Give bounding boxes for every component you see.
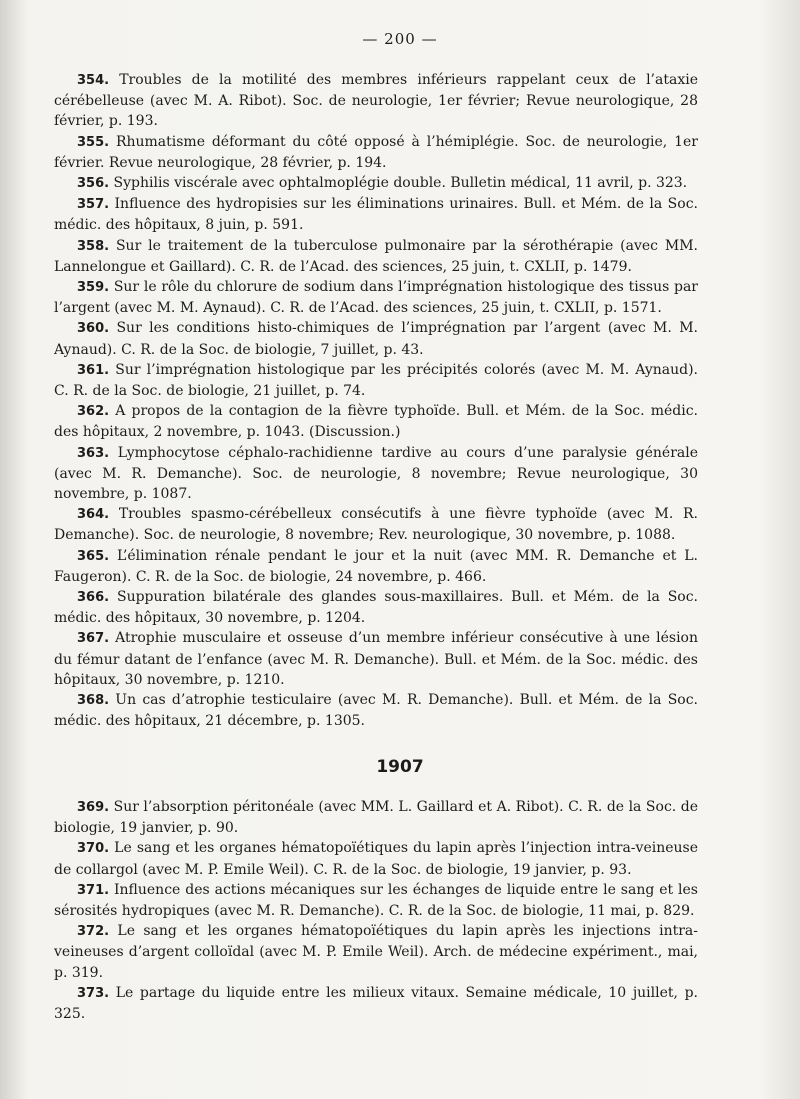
- bibliography-entry: [54, 921, 698, 983]
- entry-number: 370.: [77, 841, 110, 857]
- entry-text: Le sang et les organes hématopoïétiques du lapin après l’injection intra-veineuse de collargol (avec M. P. Emile Weil). C. R. de la Soc. de biologie, 19 janvier, p. 93.: [54, 840, 698, 878]
- entry-number: 366.: [77, 590, 110, 606]
- entry-number: 360.: [77, 321, 110, 337]
- entry-text: Sur l’imprégnation histologique par les précipités colorés (avec M. M. Aynaud). C. R. de la Soc. de biologie, 21 juillet, p. 74.: [54, 361, 699, 400]
- entry-text: Influence des hydropisies sur les éliminations urinaires. Bull. et Mém. de la Soc. médic. des hôpitaux, 8 juin, p. 591.: [54, 196, 698, 234]
- entry-text: Lymphocytose céphalo-rachidienne tardive au cours d’une paralysie générale (avec M. R. Demanche). Soc. de neurologie, 8 novembre; Revue neurologique, 30 novembre, p. 1087.: [54, 444, 698, 503]
- entry-text: Atrophie musculaire et osseuse d’un membre inférieur consécutive à une lésion du fémur datant de l’enfance (avec M. R. Demanche). Bull. et Mém. de la Soc. médic. des hôpitaux, 30 novembre, p. 1210.: [54, 630, 698, 688]
- entry-text: Rhumatisme déformant du côté opposé à l’hémiplégie. Soc. de neurologie, 1er février. Revue neurologique, 28 février, p. 194.: [54, 133, 698, 171]
- entry-text: Sur les conditions histo-chimiques de l’imprégnation par l’argent (avec M. M. Aynaud). C. R. de la Soc. de biologie, 7 juillet, p. 43.: [54, 320, 698, 358]
- entry-text: Sur l’absorption péritonéale (avec MM. L. Gaillard et A. Ribot). C. R. de la Soc. de biologie, 19 janvier, p. 90.: [54, 799, 698, 837]
- bibliography-entry: [54, 443, 698, 505]
- entry-text: Suppuration bilatérale des glandes sous-maxillaires. Bull. et Mém. de la Soc. médic. des hôpitaux, 30 novembre, p. 1204.: [54, 589, 699, 627]
- bibliography-entry: [54, 587, 698, 628]
- bibliography-list-1906: [54, 70, 698, 732]
- entry-number: 364.: [77, 507, 110, 523]
- entry-number: 373.: [77, 985, 110, 1001]
- bibliography-entry: [54, 401, 698, 442]
- year-heading: 1907: [376, 757, 424, 777]
- bibliography-entry: [54, 70, 698, 132]
- bibliography-entry: [54, 880, 698, 921]
- entry-number: 355.: [77, 134, 110, 150]
- entry-text: Syphilis viscérale avec ophtalmoplégie double. Bulletin médical, 11 avril, p. 323.: [113, 175, 688, 192]
- entry-text: Le partage du liquide entre les milieux vitaux. Semaine médicale, 10 juillet, p. 325.: [54, 984, 698, 1023]
- entry-text: Sur le traitement de la tuberculose pulmonaire par la sérothérapie (avec MM. Lannelongue et Gaillard). C. R. de l’Acad. des sciences, 25 juin, t. CXLII, p. 1479.: [54, 237, 698, 275]
- entry-text: Le sang et les organes hématopoïétiques du lapin après les injections intra-veineuses d’argent colloïdal (avec M. P. Emile Weil). Arch. de médecine expériment., mai, p. 319.: [54, 923, 698, 981]
- entry-text: Troubles de la motilité des membres inférieurs rappelant ceux de l’ataxie cérébelleuse (avec M. A. Ribot). Soc. de neurologie, 1er février; Revue neurologique, 28 février, p. 193.: [54, 72, 698, 130]
- entry-number: 371.: [77, 882, 110, 898]
- bibliography-entry: [54, 838, 698, 879]
- bibliography-entry: [54, 546, 698, 587]
- bibliography-entry: [54, 983, 698, 1024]
- entry-number: 356.: [77, 176, 110, 192]
- entry-text: L’élimination rénale pendant le jour et la nuit (avec MM. R. Demanche et L. Faugeron). C. R. de la Soc. de biologie, 24 novembre, p. 466.: [54, 547, 699, 585]
- entry-number: 367.: [77, 631, 110, 647]
- bibliography-entry: [54, 690, 698, 731]
- bibliography-entry: [54, 277, 698, 318]
- entry-number: 363.: [77, 445, 110, 461]
- entry-text: Troubles spasmo-cérébelleux consécutifs à une fièvre typhoïde (avec M. R. Demanche). Soc. de neurologie, 8 novembre; Rev. neurologique, 30 novembre, p. 1088.: [54, 506, 698, 544]
- bibliography-entry: [54, 194, 698, 235]
- entry-text: Influence des actions mécaniques sur les échanges de liquide entre le sang et les sérosités hydropiques (avec M. R. Demanche). C. R. de la Soc. de biologie, 11 mai, p. 829.: [54, 881, 698, 920]
- bibliography-entry: [54, 360, 698, 401]
- entry-number: 369.: [77, 800, 110, 815]
- entry-number: 372.: [77, 924, 110, 940]
- entry-number: 368.: [77, 693, 110, 709]
- page-number: — 200 —: [362, 30, 438, 48]
- bibliography-entry: [54, 797, 698, 838]
- entry-text: Sur le rôle du chlorure de sodium dans l’imprégnation histologique des tissus par l’argent (avec M. M. Aynaud). C. R. de l’Acad. des sciences, 25 juin, t. CXLII, p. 1571.: [54, 279, 698, 317]
- entry-number: 357.: [77, 197, 110, 213]
- bibliography-list-1907: [54, 797, 698, 1024]
- bibliography-entry: [54, 318, 698, 359]
- entry-number: 365.: [77, 548, 110, 564]
- entry-number: 361.: [77, 362, 110, 378]
- bibliography-entry: [54, 173, 698, 194]
- entry-number: 358.: [77, 238, 110, 254]
- entry-text: Un cas d’atrophie testiculaire (avec M. R. Demanche). Bull. et Mém. de la Soc. médic. des hôpitaux, 21 décembre, p. 1305.: [54, 692, 699, 730]
- bibliography-entry: [54, 504, 698, 545]
- bibliography-entry: [54, 132, 698, 173]
- bibliography-entry: [54, 628, 698, 690]
- entry-number: 354.: [77, 73, 110, 88]
- entry-number: 362.: [77, 404, 110, 420]
- entry-text: A propos de la contagion de la fièvre typhoïde. Bull. et Mém. de la Soc. médic. des hôpitaux, 2 novembre, p. 1043. (Discussion.): [54, 403, 699, 441]
- bibliography-entry: [54, 236, 698, 277]
- entry-number: 359.: [77, 280, 110, 296]
